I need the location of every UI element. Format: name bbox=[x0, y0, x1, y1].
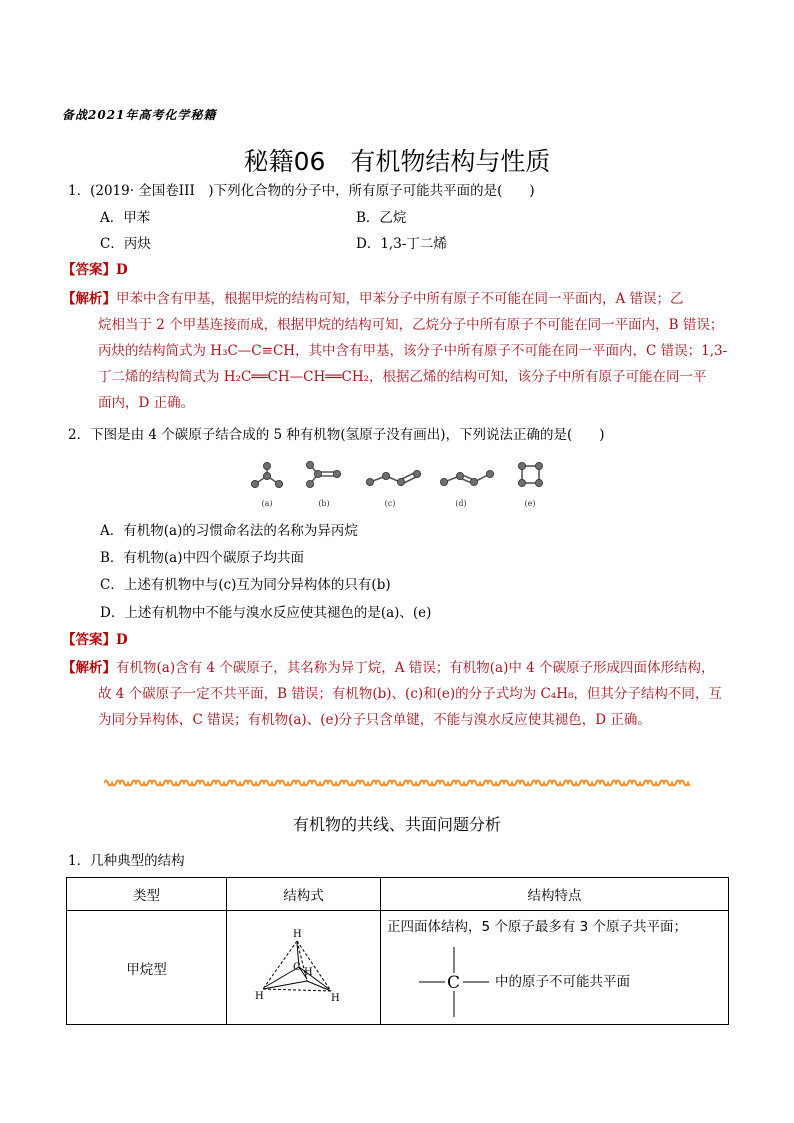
q1-answer-value: D bbox=[116, 262, 128, 278]
feature-text-1: 正四面体结构，5 个原子最多有 3 个原子共平面； bbox=[387, 919, 688, 935]
section-subheading: 1．几种典型的结构 bbox=[68, 853, 185, 869]
q1-number: 1． bbox=[68, 183, 91, 199]
q2-analysis bbox=[62, 655, 722, 733]
q1-option-a: A．甲苯 bbox=[100, 210, 151, 226]
row-feature-cell bbox=[381, 911, 729, 1025]
table-header-formula: 结构式 bbox=[227, 878, 381, 911]
q2-option-b: B．有机物(a)中四个碳原子均共面 bbox=[100, 550, 305, 566]
q1-analysis-line: 丁二烯的结构简式为 H₂C══CH—CH══CH₂，根据乙烯的结构可知，该分子中所有原子可能在同一平 bbox=[98, 369, 707, 385]
q2-option-a: A．有机物(a)的习惯命名法的名称为异丙烷 bbox=[100, 523, 358, 539]
q2-analysis-label: 【解析】 bbox=[62, 660, 116, 676]
molecule-figure bbox=[240, 456, 560, 514]
table-header-type: 类型 bbox=[67, 878, 227, 911]
q1-analysis-line: 丙炔的结构简式为 H₃C—C≡CH，其中含有甲基，该分子中所有原子不可能在同一平面内，C 错误；1,3- bbox=[98, 343, 728, 359]
row-type-cell: 甲烷型 bbox=[67, 911, 227, 1025]
q2-analysis-line: 为同分异构体，C 错误；有机物(a)、(e)分子只含单键，不能与溴水反应使其褪色，D 正确。 bbox=[98, 712, 651, 728]
section-title: 有机物的共线、共面问题分析 bbox=[292, 815, 501, 834]
atom-c-3 bbox=[397, 478, 404, 485]
q2-option-c: C．上述有机物中与(c)互为同分异构体的只有(b) bbox=[100, 577, 391, 593]
wavy-divider bbox=[104, 776, 690, 790]
q2-answer bbox=[62, 629, 128, 651]
table-header-feature: 结构特点 bbox=[381, 878, 729, 911]
row-formula-cell bbox=[227, 911, 381, 1025]
q1-stem bbox=[68, 180, 535, 202]
table-header-row bbox=[67, 878, 729, 911]
c-atom-label: C bbox=[292, 961, 301, 973]
atom-a-4 bbox=[275, 480, 282, 487]
q1-analysis-line: 甲苯中含有甲基，根据甲烷的结构可知，甲苯分子中所有原子不可能在同一平面内，A 错误；乙 bbox=[116, 291, 684, 307]
q1-analysis-line: 面内，D 正确。 bbox=[98, 395, 195, 411]
q2-stem-text: 下图是由 4 个碳原子结合成的 5 种有机物(氢原子没有画出)，下列说法正确的是( ) bbox=[90, 427, 605, 443]
q2-number: 2． bbox=[68, 427, 91, 443]
q1-analysis bbox=[62, 286, 727, 416]
header-tag: 备战2021年高考化学秘籍 bbox=[62, 108, 217, 122]
atom-e-3 bbox=[518, 479, 525, 486]
atom-d-2 bbox=[456, 472, 463, 479]
atom-d-3 bbox=[470, 478, 477, 485]
figure-label-b: (b) bbox=[318, 499, 330, 508]
atom-a-2 bbox=[263, 472, 270, 479]
structure-types-table bbox=[66, 877, 729, 1025]
q1-stem-text: (2019· 全国卷III )下列化合物的分子中，所有原子可能共平面的是( ) bbox=[90, 183, 535, 199]
page-title: 秘籍06 有机物结构与性质 bbox=[243, 147, 551, 176]
q2-answer-value: D bbox=[116, 632, 128, 648]
q1-option-d: D．1,3-丁二烯 bbox=[356, 236, 447, 252]
atom-d-1 bbox=[440, 478, 447, 485]
atom-b-3 bbox=[306, 480, 313, 487]
q2-analysis-line: 有机物(a)含有 4 个碳原子，其名称为异丁烷，A 错误；有机物(a)中 4 个碳原子形成四面体形结构， bbox=[116, 660, 715, 676]
q2-option-d: D．上述有机物中不能与溴水反应使其褪色的是(a)、(e) bbox=[100, 605, 432, 621]
figure-label-a: (a) bbox=[261, 499, 273, 508]
figure-label-e: (e) bbox=[524, 499, 536, 508]
q1-answer-label: 【答案】 bbox=[62, 262, 116, 278]
atom-e-1 bbox=[518, 462, 525, 469]
q2-answer-label: 【答案】 bbox=[62, 632, 116, 648]
table-row bbox=[67, 911, 729, 1025]
atom-b-1 bbox=[306, 461, 313, 468]
methane-tetrahedron bbox=[249, 923, 359, 1009]
atom-a-3 bbox=[251, 480, 258, 487]
atom-e-2 bbox=[535, 462, 542, 469]
h-atom-label: H bbox=[330, 992, 340, 1004]
q1-option-b: B．乙烷 bbox=[356, 210, 407, 226]
atom-c-1 bbox=[366, 478, 373, 485]
atom-b-2 bbox=[314, 470, 321, 477]
q1-analysis-label: 【解析】 bbox=[62, 291, 116, 307]
carbon-cross-symbol bbox=[417, 945, 497, 1019]
h-atom-label: H bbox=[254, 990, 264, 1002]
atom-c-4 bbox=[413, 470, 420, 477]
figure-label-d: (d) bbox=[455, 499, 467, 508]
atom-d-4 bbox=[486, 470, 493, 477]
atom-b-4 bbox=[333, 470, 340, 477]
q2-analysis-line: 故 4 个碳原子一定不共平面，B 错误；有机物(b)、(c)和(e)的分子式均为 C₄H₈，但其分子结构不同，互 bbox=[98, 686, 722, 702]
figure-label-c: (c) bbox=[384, 499, 396, 508]
atom-e-4 bbox=[535, 479, 542, 486]
h-atom-label: H bbox=[303, 966, 313, 978]
q1-answer bbox=[62, 259, 128, 281]
h-atom-label: H bbox=[292, 928, 302, 940]
q1-analysis-line: 烷相当于 2 个甲基连接而成，根据甲烷的结构可知，乙烷分子中所有原子不可能在同一平面内，B 错误； bbox=[98, 317, 724, 333]
q1-option-c: C．丙炔 bbox=[100, 236, 151, 252]
q2-stem bbox=[68, 424, 605, 446]
atom-a-1 bbox=[263, 462, 270, 469]
carbon-symbol: C bbox=[447, 973, 461, 993]
feature-text-2: 中的原子不可能共平面 bbox=[495, 974, 630, 990]
atom-c-2 bbox=[382, 472, 389, 479]
